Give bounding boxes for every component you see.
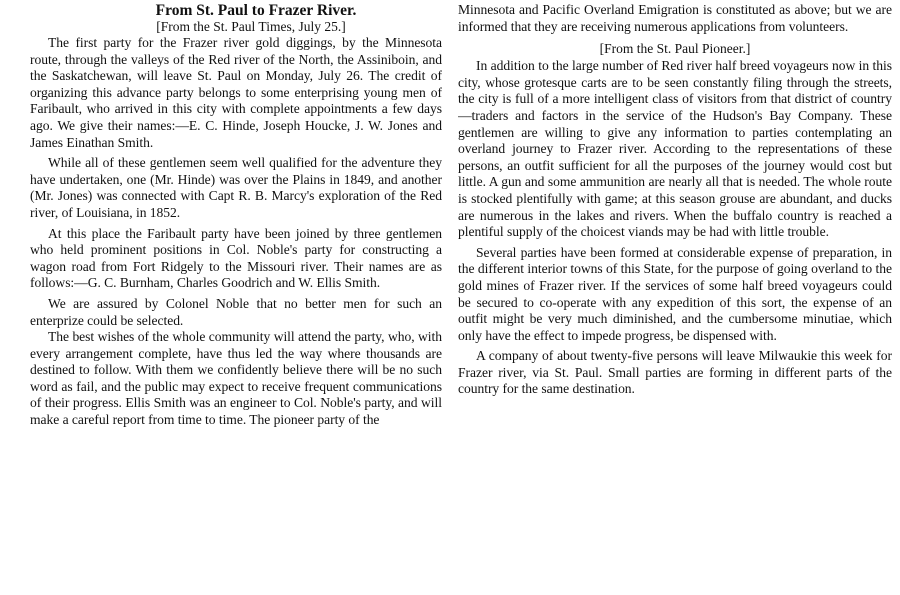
article-dateline: [From the St. Paul Times, July 25.] bbox=[156, 19, 346, 34]
paragraph-continuation: Minnesota and Pacific Overland Emigration is constituted as above; but we are informed that they are receiving numerous applications from volunteers. bbox=[458, 2, 892, 34]
article-headline: From St. Paul to Frazer River. bbox=[155, 2, 357, 19]
paragraph-several-parties: Several parties have been formed at considerable expense of preparation, in the different interior towns of this State, for the purpose of going overland to the gold mines of Frazer river. If the services of some half breed voyageurs could be secured to co-operate with any expedition of this sort, the expense of an outfit might be very much diminished, and the cumbersome minutiae, which only have the effect to impede progress, be dispensed with. bbox=[458, 244, 892, 343]
paragraph-first-party: The first party for the Frazer river gold diggings, by the Minnesota route, through the valleys of the Red river of the North, the Assiniboin, and the Saskatchewan, will leave St. Paul on Monday, July 26. The credit of organizing this advance party belongs to some enterprising young men of Faribault, who arrived in this city with complete appointments a few days ago. We give their names:—E. C. Hinde, Joseph Houcke, J. W. Jones and James Einathan Smith. bbox=[30, 35, 442, 150]
right-column bbox=[458, 2, 892, 595]
paragraph-colonel-noble: We are assured by Colonel Noble that no better men for such an enterprize could be selected. bbox=[30, 295, 442, 328]
paragraph-best-wishes: The best wishes of the whole community will attend the party, who, with every arrangement complete, have thus led the way where thousands are destined to follow. With them we confidently believe there will be no such word as fail, and the public may expect to receive frequent communications of their progress. Ellis Smith was an engineer to Col. Noble's party, and will make a careful report from time to time. The pioneer party of the bbox=[30, 329, 442, 428]
pioneer-dateline: [From the St. Paul Pioneer.] bbox=[599, 41, 751, 57]
paragraph-qualifications: While all of these gentlemen seem well qualified for the adventure they have undertaken, one (Mr. Hinde) was over the Plains in 1849, and another (Mr. Jones) was connected with Capt R. B. Marcy's exploration of the Red river, of Louisiana, in 1852. bbox=[30, 155, 442, 220]
paragraph-faribault-party: At this place the Faribault party have been joined by three gentlemen who held prominent positions in Col. Noble's party for constructing a wagon road from Fort Ridgely to the Missouri river. Their names are as follows:—G. C. Burnham, Charles Goodrich and W. Ellis Smith. bbox=[30, 225, 442, 291]
paragraph-milwaukie-company: A company of about twenty-five persons will leave Milwaukie this week for Frazer river, via St. Paul. Small parties are forming in different parts of the country for the same destination. bbox=[458, 348, 892, 397]
paragraph-voyageurs: In addition to the large number of Red river half breed voyageurs now in this city, whose grotesque carts are to be seen constantly filing through the streets, the city is full of a more intelligent class of visitors from that district of country—traders and factors in the service of the Hudson's Bay Company. These gentlemen are willing to give any information to parties contemplating an overland journey to Frazer river. According to the representations of these persons, an outfit sufficient for all the purposes of the journey would cost but little. A gun and some ammunition are nearly all that is needed. The whole route is stocked plentifully with game; at this season grouse are abundant, and ducks are numerous in the lakes and rivers. When the buffalo country is reached a plentiful supply of the choicest viands may be had with little trouble. bbox=[458, 58, 892, 240]
left-column bbox=[30, 2, 442, 595]
